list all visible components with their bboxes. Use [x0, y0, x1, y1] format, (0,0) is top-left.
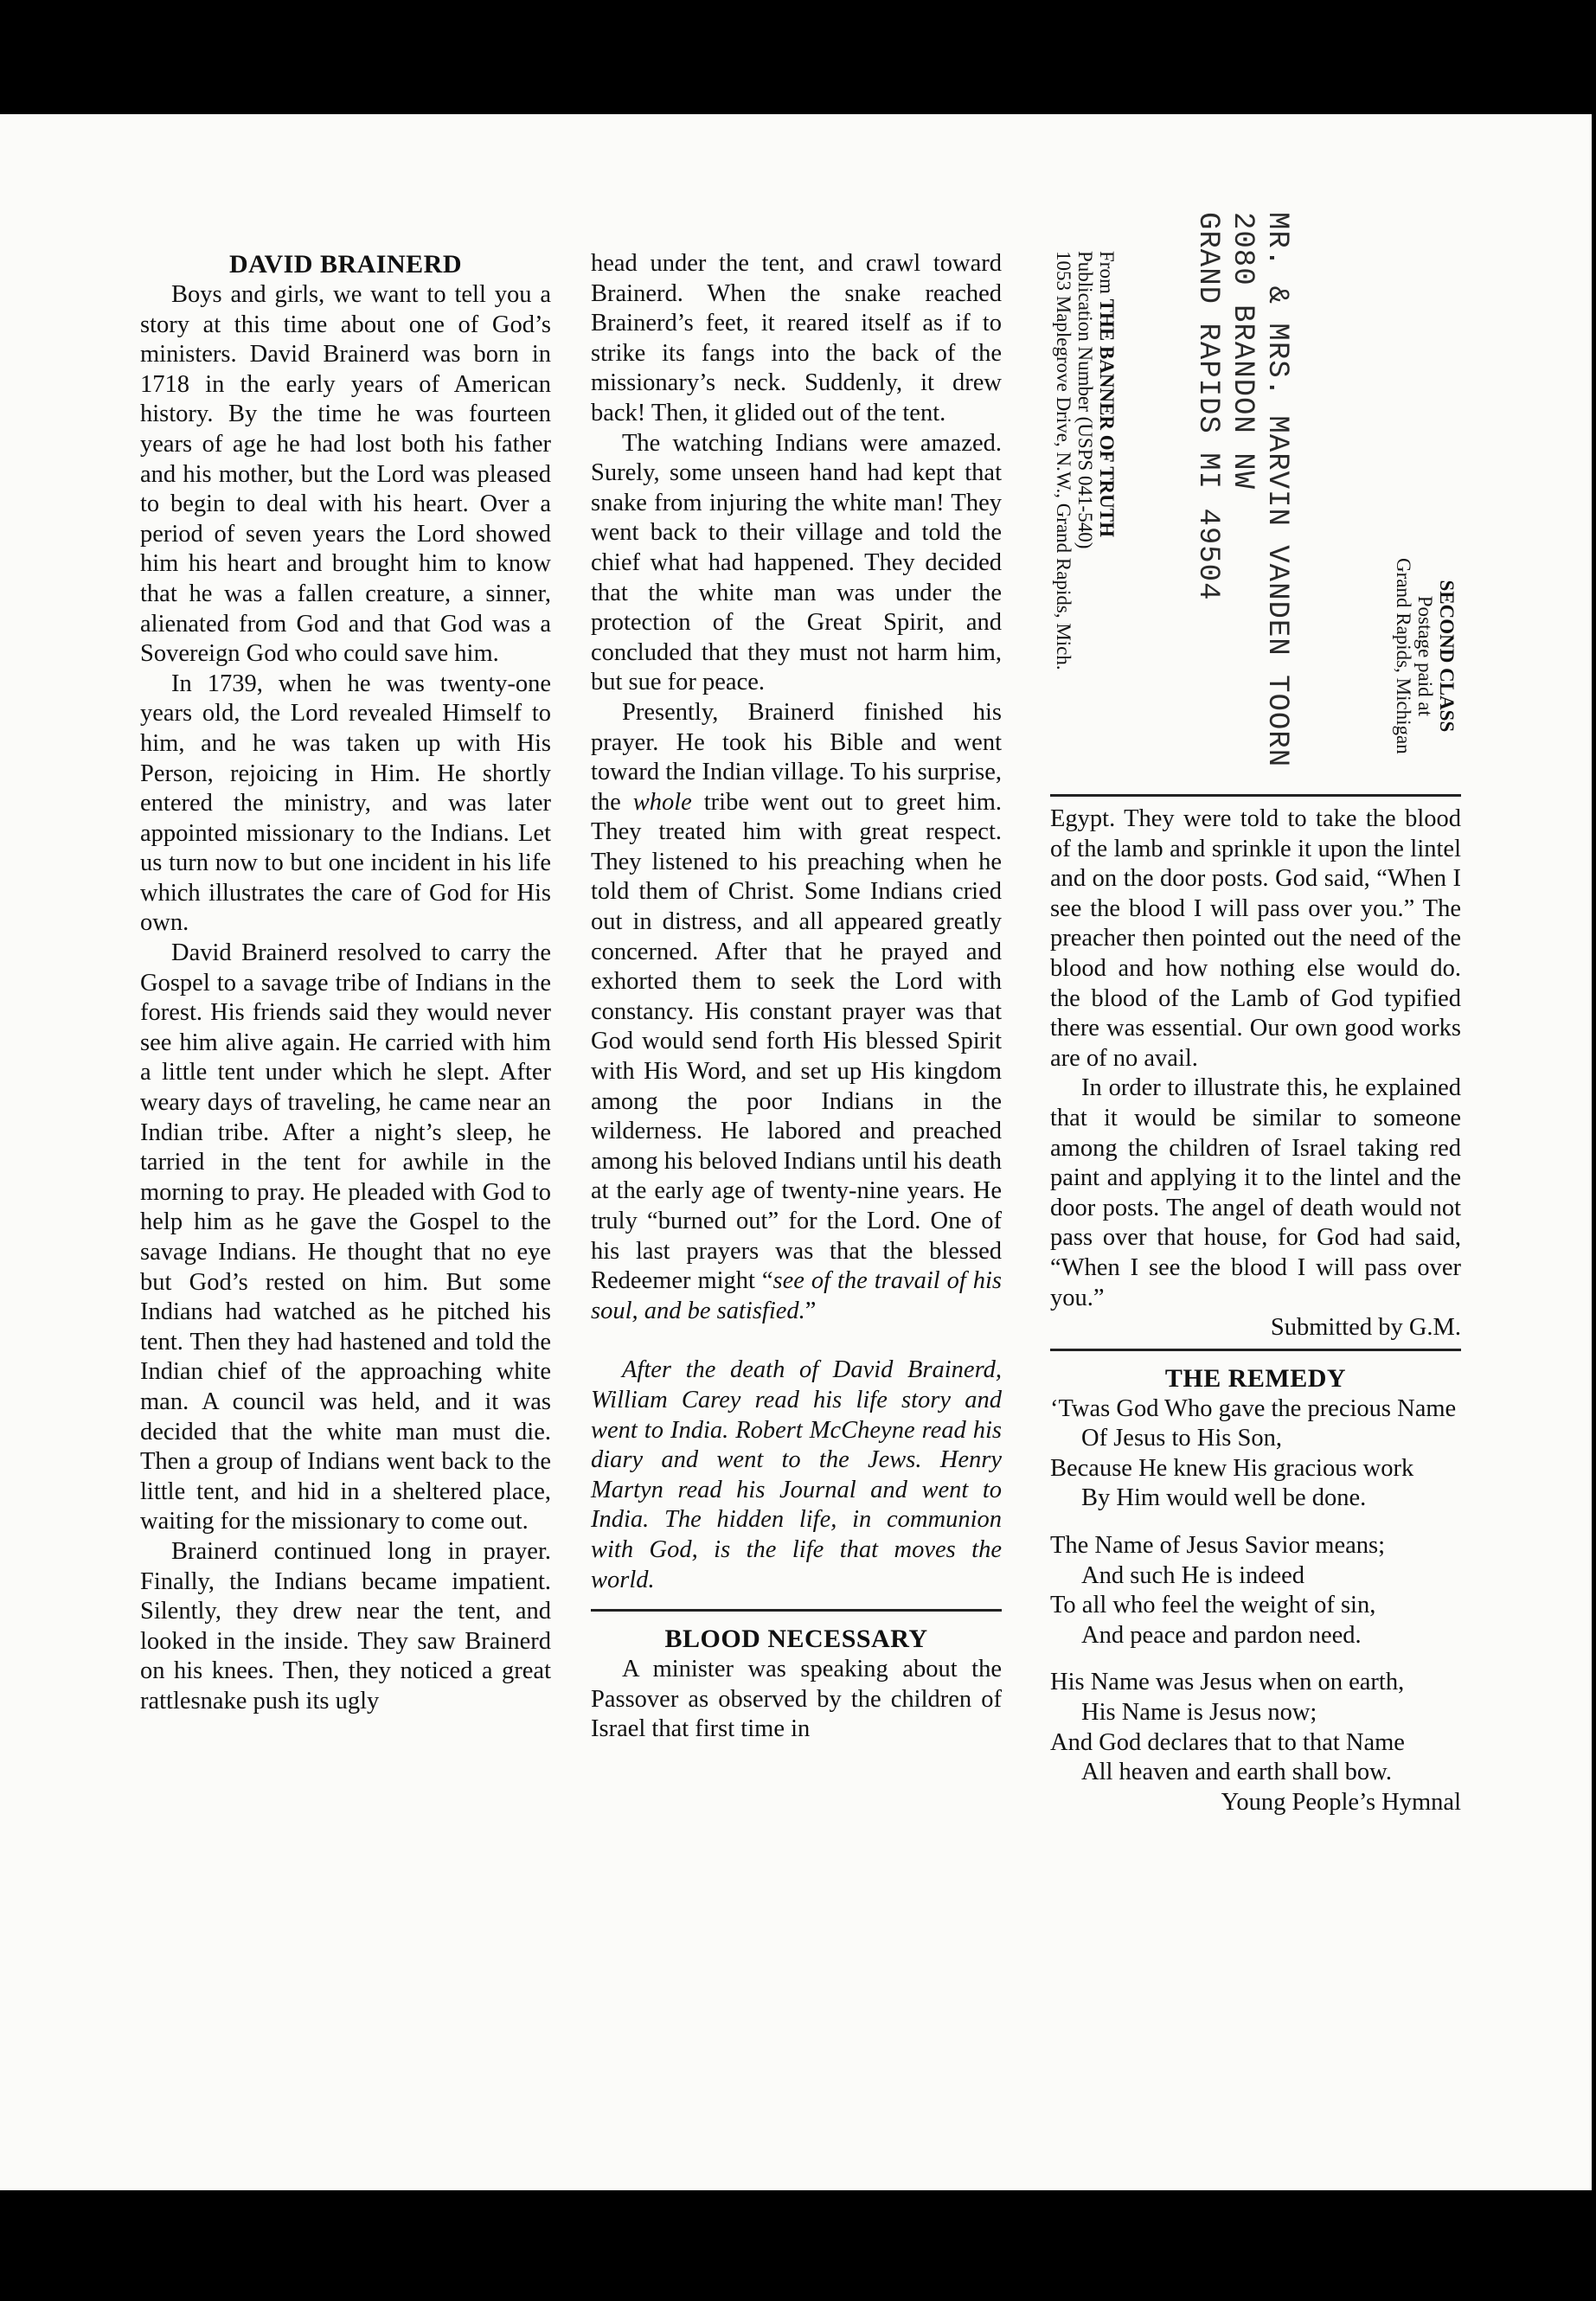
article-title-blood: BLOOD NECESSARY	[664, 1625, 928, 1654]
poem-title: THE REMEDY	[1164, 1363, 1347, 1393]
divider	[1050, 794, 1461, 797]
paragraph: Presently, Brainerd finished his prayer. He took his Bible and went toward the Indian village. To his surprise, the whole tribe went out to greet him. They treated him with great respect. They listened to his preaching when he told them of Christ. Some Indians cried out in distress, and all appeared greatly concerned. After that he prayed and exhorted them to seek the Lord with constancy. His constant prayer was that God would send forth His blessed Spirit with His Word, and set up His kingdom among the poor Indians in the wilderness. He labored and preached among his beloved Indians until his death at the early age of twenty-nine years. He truly “burned out” for the Lord. One of his last prayers was that the blessed Redeemer might “see of the travail of his soul, and be satisfied.”	[591, 698, 1003, 1324]
paragraph: In 1739, when he was twenty-one years old, the Lord revealed Himself to him, and he was taken up with His Person, rejoicing in Him. He shortly entered the ministry, and was later appointed missionary to the Indians. Let us turn now to but one incident in his life which illustrates the care of God for His own.	[140, 670, 551, 937]
poem-stanza: The Name of Jesus Savior means; And such He is indeed To all who feel the weight of sin, And peace and pardon need.	[1050, 1532, 1386, 1649]
poem-source: Young People’s Hymnal	[1221, 1788, 1461, 1816]
paragraph: Boys and girls, we want to tell you a story at this time about one of God’s ministers. David Brainerd was born in 1718 in the early years of American history. By the time he was fourteen years of age he had lost both his father and his mother, but the Lord was pleased to begin to deal with his heart. Over a period of seven years the Lord showed him his heart and brought him to know that he was a fallen creature, a sinner, alienated from God and that God was a Sovereign God who could save him.	[140, 281, 551, 668]
afterword: After the death of David Brainerd, William Carey read his life story and went to India. Robert McCheyne read his diary and went to the Jews. Henry Martyn read his Journal and went to India. The hidden life, in communion with God, is the life that moves the world.	[591, 1356, 1002, 1593]
signature: Submitted by G.M.	[1270, 1314, 1461, 1342]
poem-stanza: His Name was Jesus when on earth, His Name is Jesus now; And God declares that to that Name All heaven and earth shall bow.	[1050, 1669, 1405, 1786]
recipient-address: MR. & MRS. MARVIN VANDEN TOORN 2080 BRANDON NW GRAND RAPIDS MI 49504	[1191, 212, 1293, 768]
mailing-label	[1029, 177, 1471, 766]
paragraph: Brainerd continued long in prayer. Finally, the Indians became impatient. Silently, they drew near the tent, and looked in the inside. They saw Brainerd on his knees. Then, they noticed a great rattlesnake push its ugly	[140, 1537, 551, 1715]
poem-stanza: ‘Twas God Who gave the precious Name Of Jesus to His Son, Because He knew His gracious work By Him would well be done.	[1050, 1394, 1457, 1512]
return-address: From THE BANNER OF TRUTH Publication Number (USPS 041-540) 1053 Maplegrove Drive, N.W., Grand Rapids, Mich.	[1053, 251, 1118, 670]
divider	[591, 1609, 1002, 1612]
paragraph: Egypt. They were told to take the blood of the lamb and sprinkle it upon the lintel and on the door posts. God said, “When I see the blood I will pass over you.” The preacher then pointed out the need of the blood and how nothing else would do. the blood of the Lamb of God typified there was essential. Our own good works are of no avail.	[1050, 805, 1461, 1072]
paragraph: A minister was speaking about the Passover as observed by the children of Israel that first time in	[591, 1656, 1002, 1743]
column-3	[1050, 804, 1461, 1817]
paragraph: The watching Indians were amazed. Surely, some unseen hand had kept that snake from injuring the white man! They went back to their village and told the chief what had happened. They decided that the white man was under the protection of the Great Spirit, and concluded that they must not harm him, but sue for peace.	[591, 429, 1002, 696]
paragraph: In order to illustrate this, he explained that it would be similar to someone among the children of Israel taking red paint and applying it to the lintel and the door posts. The angel of death would not pass over that house, for God had said, “When I see the blood I will pass over you.”	[1050, 1074, 1461, 1311]
column-2	[591, 249, 1002, 1745]
postage-indicia: SECOND CLASS Postage paid at Grand Rapids, Michigan	[1393, 558, 1458, 754]
poem	[1050, 1394, 1461, 1818]
divider	[1050, 1349, 1461, 1351]
article-title-brainerd: DAVID BRAINERD	[229, 250, 462, 279]
paragraph: David Brainerd resolved to carry the Gospel to a savage tribe of Indians in the forest. His friends said they would never see him alive again. He carried with him a little tent under which he slept. After weary days of traveling, he came near an Indian tribe. After a night’s sleep, he tarried in the tent for awhile in the morning to pray. He pleaded with God to help him as he gave the Gospel to the savage Indians. He thought that no eye but God’s rested on him. But some Indians had watched as he pitched his tent. Then they had hastened and told the Indian chief of the approaching white man. A council was held, and it was decided that the white man must die. Then a group of Indians went back to the little tent, and hid in a sheltered place, waiting for the missionary to come out.	[140, 939, 551, 1535]
column-1	[140, 249, 551, 1717]
paragraph: head under the tent, and crawl toward Brainerd. When the snake reached Brainerd’s feet, it reared itself as if to strike its fangs into the back of the missionary’s neck. Suddenly, it drew back! Then, it glided out of the tent.	[591, 250, 1002, 426]
